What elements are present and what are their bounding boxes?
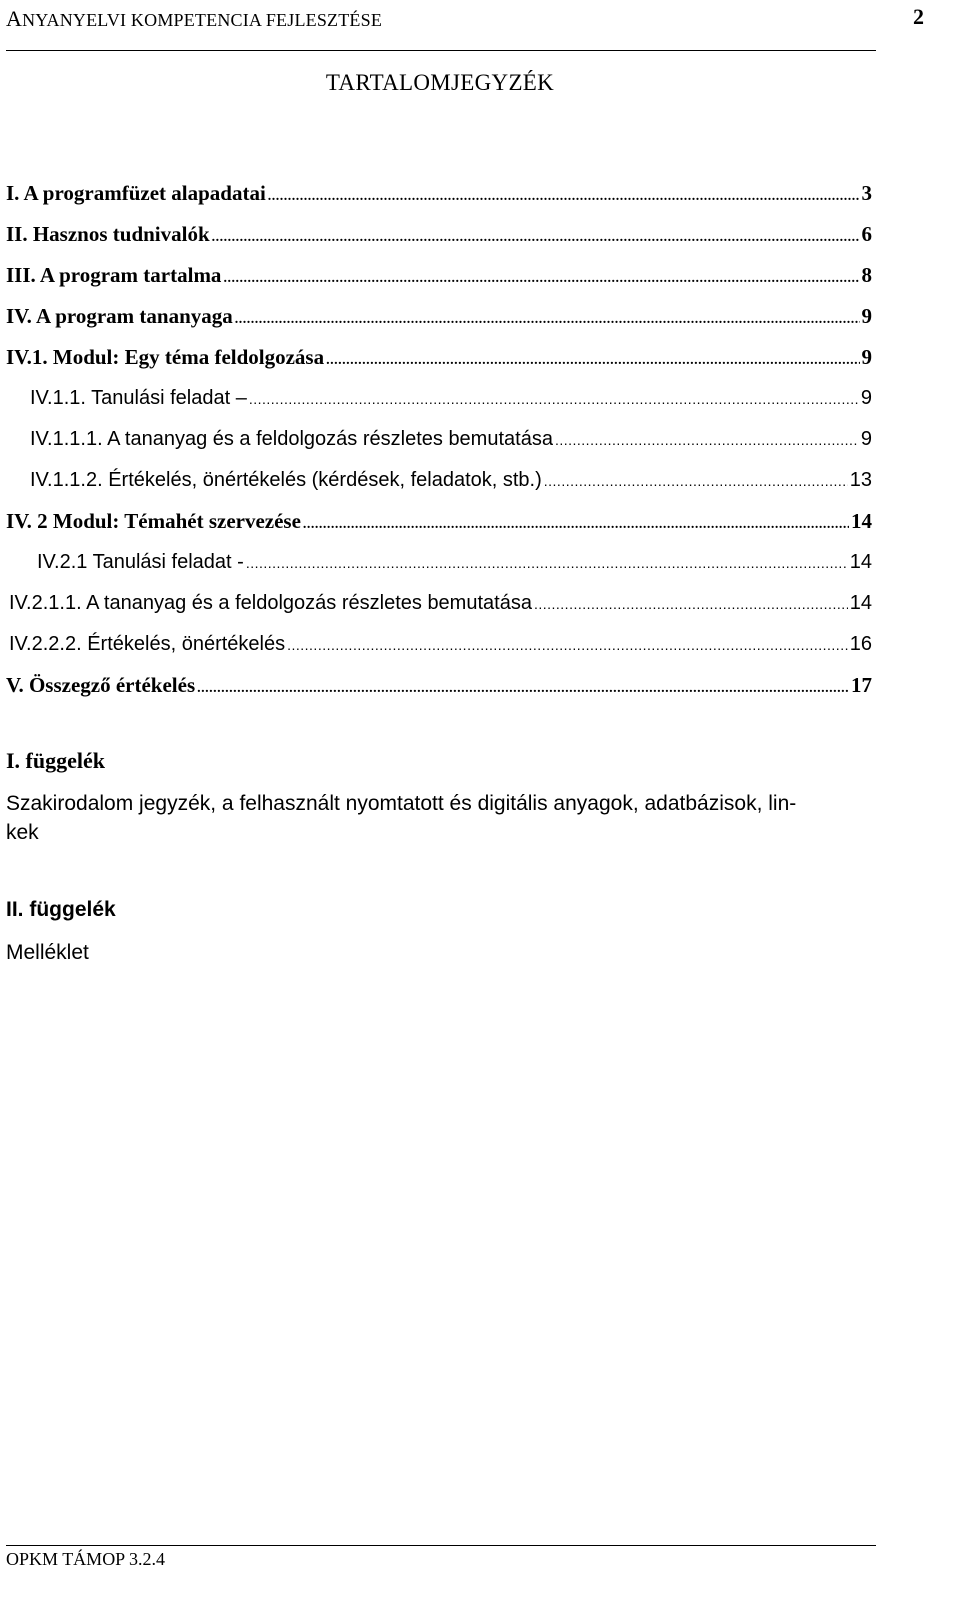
toc-entry-label: IV.2.1 Tanulási feladat -: [37, 551, 244, 573]
toc-entry-page: 9: [861, 304, 872, 328]
footer-text: OPKM TÁMOP 3.2.4: [6, 1549, 166, 1569]
toc-leader-dots: [235, 304, 860, 335]
toc-entry-label: I. A programfüzet alapadatai: [6, 181, 266, 205]
toc-entry-page: 9: [861, 345, 872, 369]
toc-leader-dots: [212, 222, 860, 253]
toc-entry[interactable]: [6, 342, 872, 383]
toc-leader-dots: [326, 345, 859, 376]
toc-entry-page: 14: [849, 592, 872, 614]
toc-entry[interactable]: [6, 547, 872, 588]
toc-leader-dots: [534, 589, 848, 620]
toc-entry[interactable]: [6, 629, 872, 670]
toc-entry-page: 8: [861, 263, 872, 287]
toc-leader-dots: [246, 548, 848, 579]
toc-entry-label: IV.1.1. Tanulási feladat –: [30, 387, 247, 409]
toc-leader-dots: [268, 181, 860, 212]
toc-entry[interactable]: [6, 383, 872, 424]
toc-leader-dots: [249, 384, 859, 415]
toc-leader-dots: [223, 263, 859, 294]
toc-entry-label: IV.1.1.1. A tananyag és a feldolgozás részletes bemutatása: [30, 428, 553, 450]
appendix-2-description: [6, 938, 856, 967]
toc-leader-dots: [555, 425, 859, 456]
toc-entry-page: 3: [861, 181, 872, 205]
appendix-2-line: Melléklet: [6, 941, 89, 964]
toc-leader-dots: [544, 466, 848, 497]
toc-entry-page: 16: [849, 633, 872, 655]
toc-entry-label: III. A program tartalma: [6, 263, 222, 287]
appendix-2-title: II. függelék: [6, 898, 116, 921]
toc-entry[interactable]: [6, 219, 872, 260]
toc-entry[interactable]: [6, 465, 872, 506]
toc-entry[interactable]: [6, 506, 872, 547]
header-title: [6, 6, 382, 32]
toc-title: TARTALOMJEGYZÉK: [325, 70, 555, 95]
toc-entry-page: 14: [849, 551, 872, 573]
toc-leader-dots: [303, 509, 849, 540]
toc-entry-label: IV.2.2.2. Értékelés, önértékelés: [9, 633, 286, 655]
header-page-number: 2: [913, 4, 924, 29]
appendix-1-line: kek: [6, 821, 39, 844]
toc-entry[interactable]: [6, 424, 872, 465]
toc-entry-label: IV. A program tananyaga: [6, 304, 233, 328]
toc-leader-dots: [197, 673, 849, 704]
toc-entry-label: II. Hasznos tudnivalók: [6, 222, 210, 246]
toc-entry-page: 9: [860, 387, 872, 409]
toc-entry[interactable]: [6, 178, 872, 219]
toc-entry[interactable]: [6, 301, 872, 342]
page-header: [6, 2, 924, 51]
appendix-1-description: [6, 789, 856, 847]
toc-entry-label: IV.1.1.2. Értékelés, önértékelés (kérdések, feladatok, stb.): [30, 469, 542, 491]
toc-entry-page: 14: [851, 509, 872, 533]
toc-entry[interactable]: [6, 588, 872, 629]
header-title-rest: NYANYELVI KOMPETENCIA FEJLESZTÉSE: [22, 10, 383, 30]
toc-entry-label: IV.1. Modul: Egy téma feldolgozása: [6, 345, 325, 369]
toc-entry-page: 13: [849, 469, 872, 491]
toc-entry[interactable]: [6, 260, 872, 301]
toc-entry[interactable]: [6, 670, 872, 711]
toc-entry-page: 6: [861, 222, 872, 246]
table-of-contents: [6, 178, 872, 711]
appendix-1-title: I. függelék: [6, 748, 105, 773]
toc-entry-label: IV. 2 Modul: Témahét szervezése: [6, 509, 301, 533]
toc-leader-dots: [287, 630, 848, 661]
appendix-1-line: Szakirodalom jegyzék, a felhasznált nyomtatott és digitális anyagok, adatbázisok, lin-: [6, 792, 797, 815]
toc-entry-label: V. Összegző értékelés: [6, 673, 196, 697]
toc-entry-label: IV.2.1.1. A tananyag és a feldolgozás részletes bemutatása: [9, 592, 532, 614]
page-footer: [6, 1545, 876, 1569]
toc-entry-page: 9: [860, 428, 872, 450]
header-title-initial: A: [6, 6, 23, 31]
toc-entry-page: 17: [851, 673, 872, 697]
